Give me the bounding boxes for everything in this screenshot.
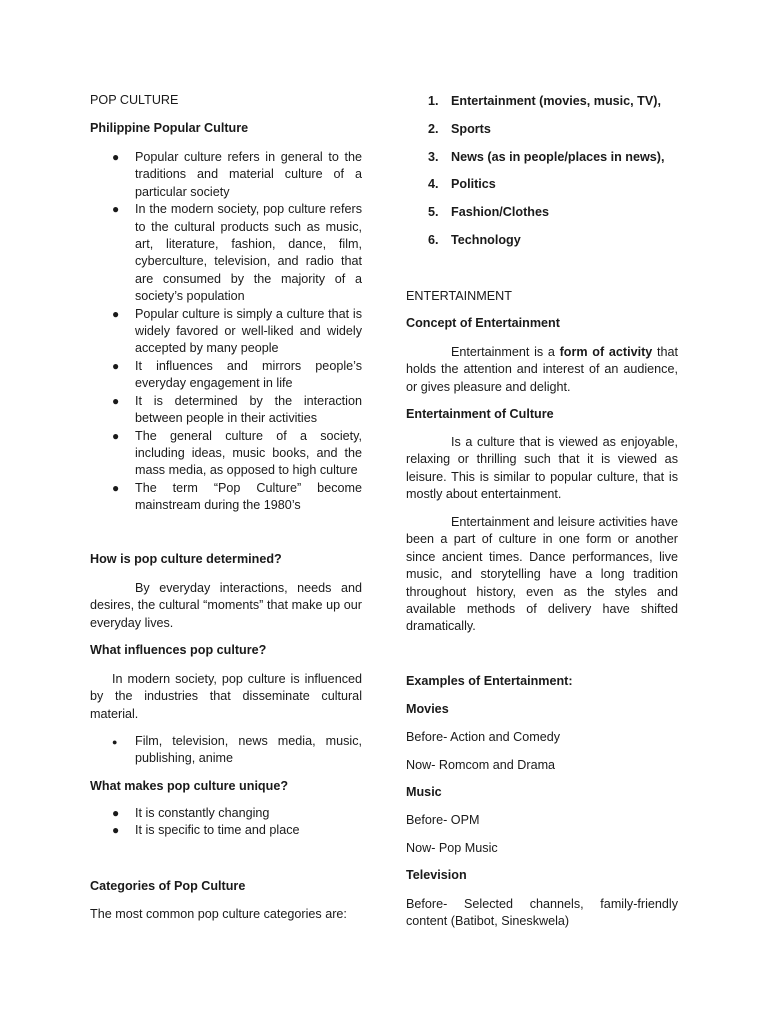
subheading-philippine-popular-culture: Philippine Popular Culture (90, 121, 249, 135)
answer-what-influences: In modern society, pop culture is influenced by the industries that disseminate cultural material. (90, 672, 362, 721)
examples-heading: Examples of Entertainment: (406, 674, 573, 688)
section-heading-pop-culture: POP CULTURE (90, 93, 179, 107)
list-item: ● It influences and mirrors people’s everyday engagement in life (112, 358, 362, 391)
list-item: ● The term “Pop Culture” become mainstream during the 1980’s (112, 480, 362, 513)
list-item: ● It is determined by the interaction between people in their activities (112, 393, 362, 426)
list-item: ● Popular culture is simply a culture that is widely favored or well-liked and widely accepted by many people (112, 306, 362, 356)
categories-intro: The most common pop culture categories are: (90, 907, 347, 921)
section-heading-entertainment: ENTERTAINMENT (406, 289, 512, 303)
bullet-icon: ● (112, 823, 120, 838)
question-what-makes-unique: What makes pop culture unique? (90, 779, 289, 793)
list-item: ● The general culture of a society, including ideas, music books, and the mass media, as opposed to high culture (112, 428, 362, 478)
bullet-icon: ● (112, 806, 120, 820)
bullet-icon: ● (112, 358, 120, 373)
culture-heading: Entertainment of Culture (406, 407, 554, 421)
list-item: 5. Fashion/Clothes (428, 205, 549, 219)
answer-how-determined: By everyday interactions, needs and desires, the cultural “moments” that make up our everyday lives. (90, 581, 362, 630)
culture-paragraph-1: Is a culture that is viewed as enjoyable, relaxing or thrilling such that it is viewed as leisure. This is similar to popular culture, that is mostly about entertainment. (406, 435, 678, 502)
list-item: ● Popular culture refers in general to the traditions and material culture of a particular society (112, 150, 362, 199)
movies-before: Before- Action and Comedy (406, 730, 561, 744)
concept-heading: Concept of Entertainment (406, 316, 560, 330)
list-item: 3. News (as in people/places in news), (428, 150, 665, 164)
list-item: 6. Technology (428, 233, 521, 247)
unique-bullet-list (90, 805, 362, 840)
list-item: 2. Sports (428, 122, 491, 136)
influences-bullet-list (90, 733, 362, 768)
list-item: 4. Politics (428, 177, 496, 191)
list-item: ● It is specific to time and place (90, 822, 362, 839)
bullet-icon: ● (112, 306, 120, 321)
culture-paragraph-2: Entertainment and leisure activities have been a part of culture in one form or another since ancient times. Dance performances, live music, and storytelling have a long tradition throughout history, even as the styles and available methods of delivery have shifted dramatically. (406, 515, 678, 634)
question-how-determined: How is pop culture determined? (90, 552, 282, 566)
bullet-icon: ● (112, 480, 120, 495)
movies-heading: Movies (406, 702, 449, 716)
concept-paragraph: Entertainment is a form of activity that holds the attention and interest of an audience, or gives pleasure and delight. (406, 345, 679, 394)
bullet-icon: ● (112, 393, 120, 408)
definition-bullet-list (90, 149, 362, 515)
list-item: 1. Entertainment (movies, music, TV), (428, 94, 661, 108)
movies-now: Now- Romcom and Drama (406, 758, 556, 772)
music-before: Before- OPM (406, 813, 480, 827)
list-item: ● It is constantly changing (90, 805, 362, 822)
television-before: Before- Selected channels, family-friendly content (Batibot, Sineskwela) (406, 897, 678, 929)
categories-heading: Categories of Pop Culture (90, 879, 246, 893)
music-heading: Music (406, 785, 442, 799)
bullet-icon: ● (112, 737, 118, 747)
list-item: ● In the modern society, pop culture refers to the cultural products such as music, art, literature, fashion, dance, film, cyberculture, television, and radio that are consumed by the majority of a society’s population (112, 202, 362, 304)
question-what-influences: What influences pop culture? (90, 643, 267, 657)
television-heading: Television (406, 868, 467, 882)
bullet-icon: ● (112, 202, 120, 217)
list-item: ● Film, television, news media, music, publishing, anime (112, 734, 362, 766)
music-now: Now- Pop Music (406, 841, 498, 855)
bullet-icon: ● (112, 428, 120, 443)
categories-numbered-list (406, 93, 678, 249)
bullet-icon: ● (112, 150, 120, 164)
